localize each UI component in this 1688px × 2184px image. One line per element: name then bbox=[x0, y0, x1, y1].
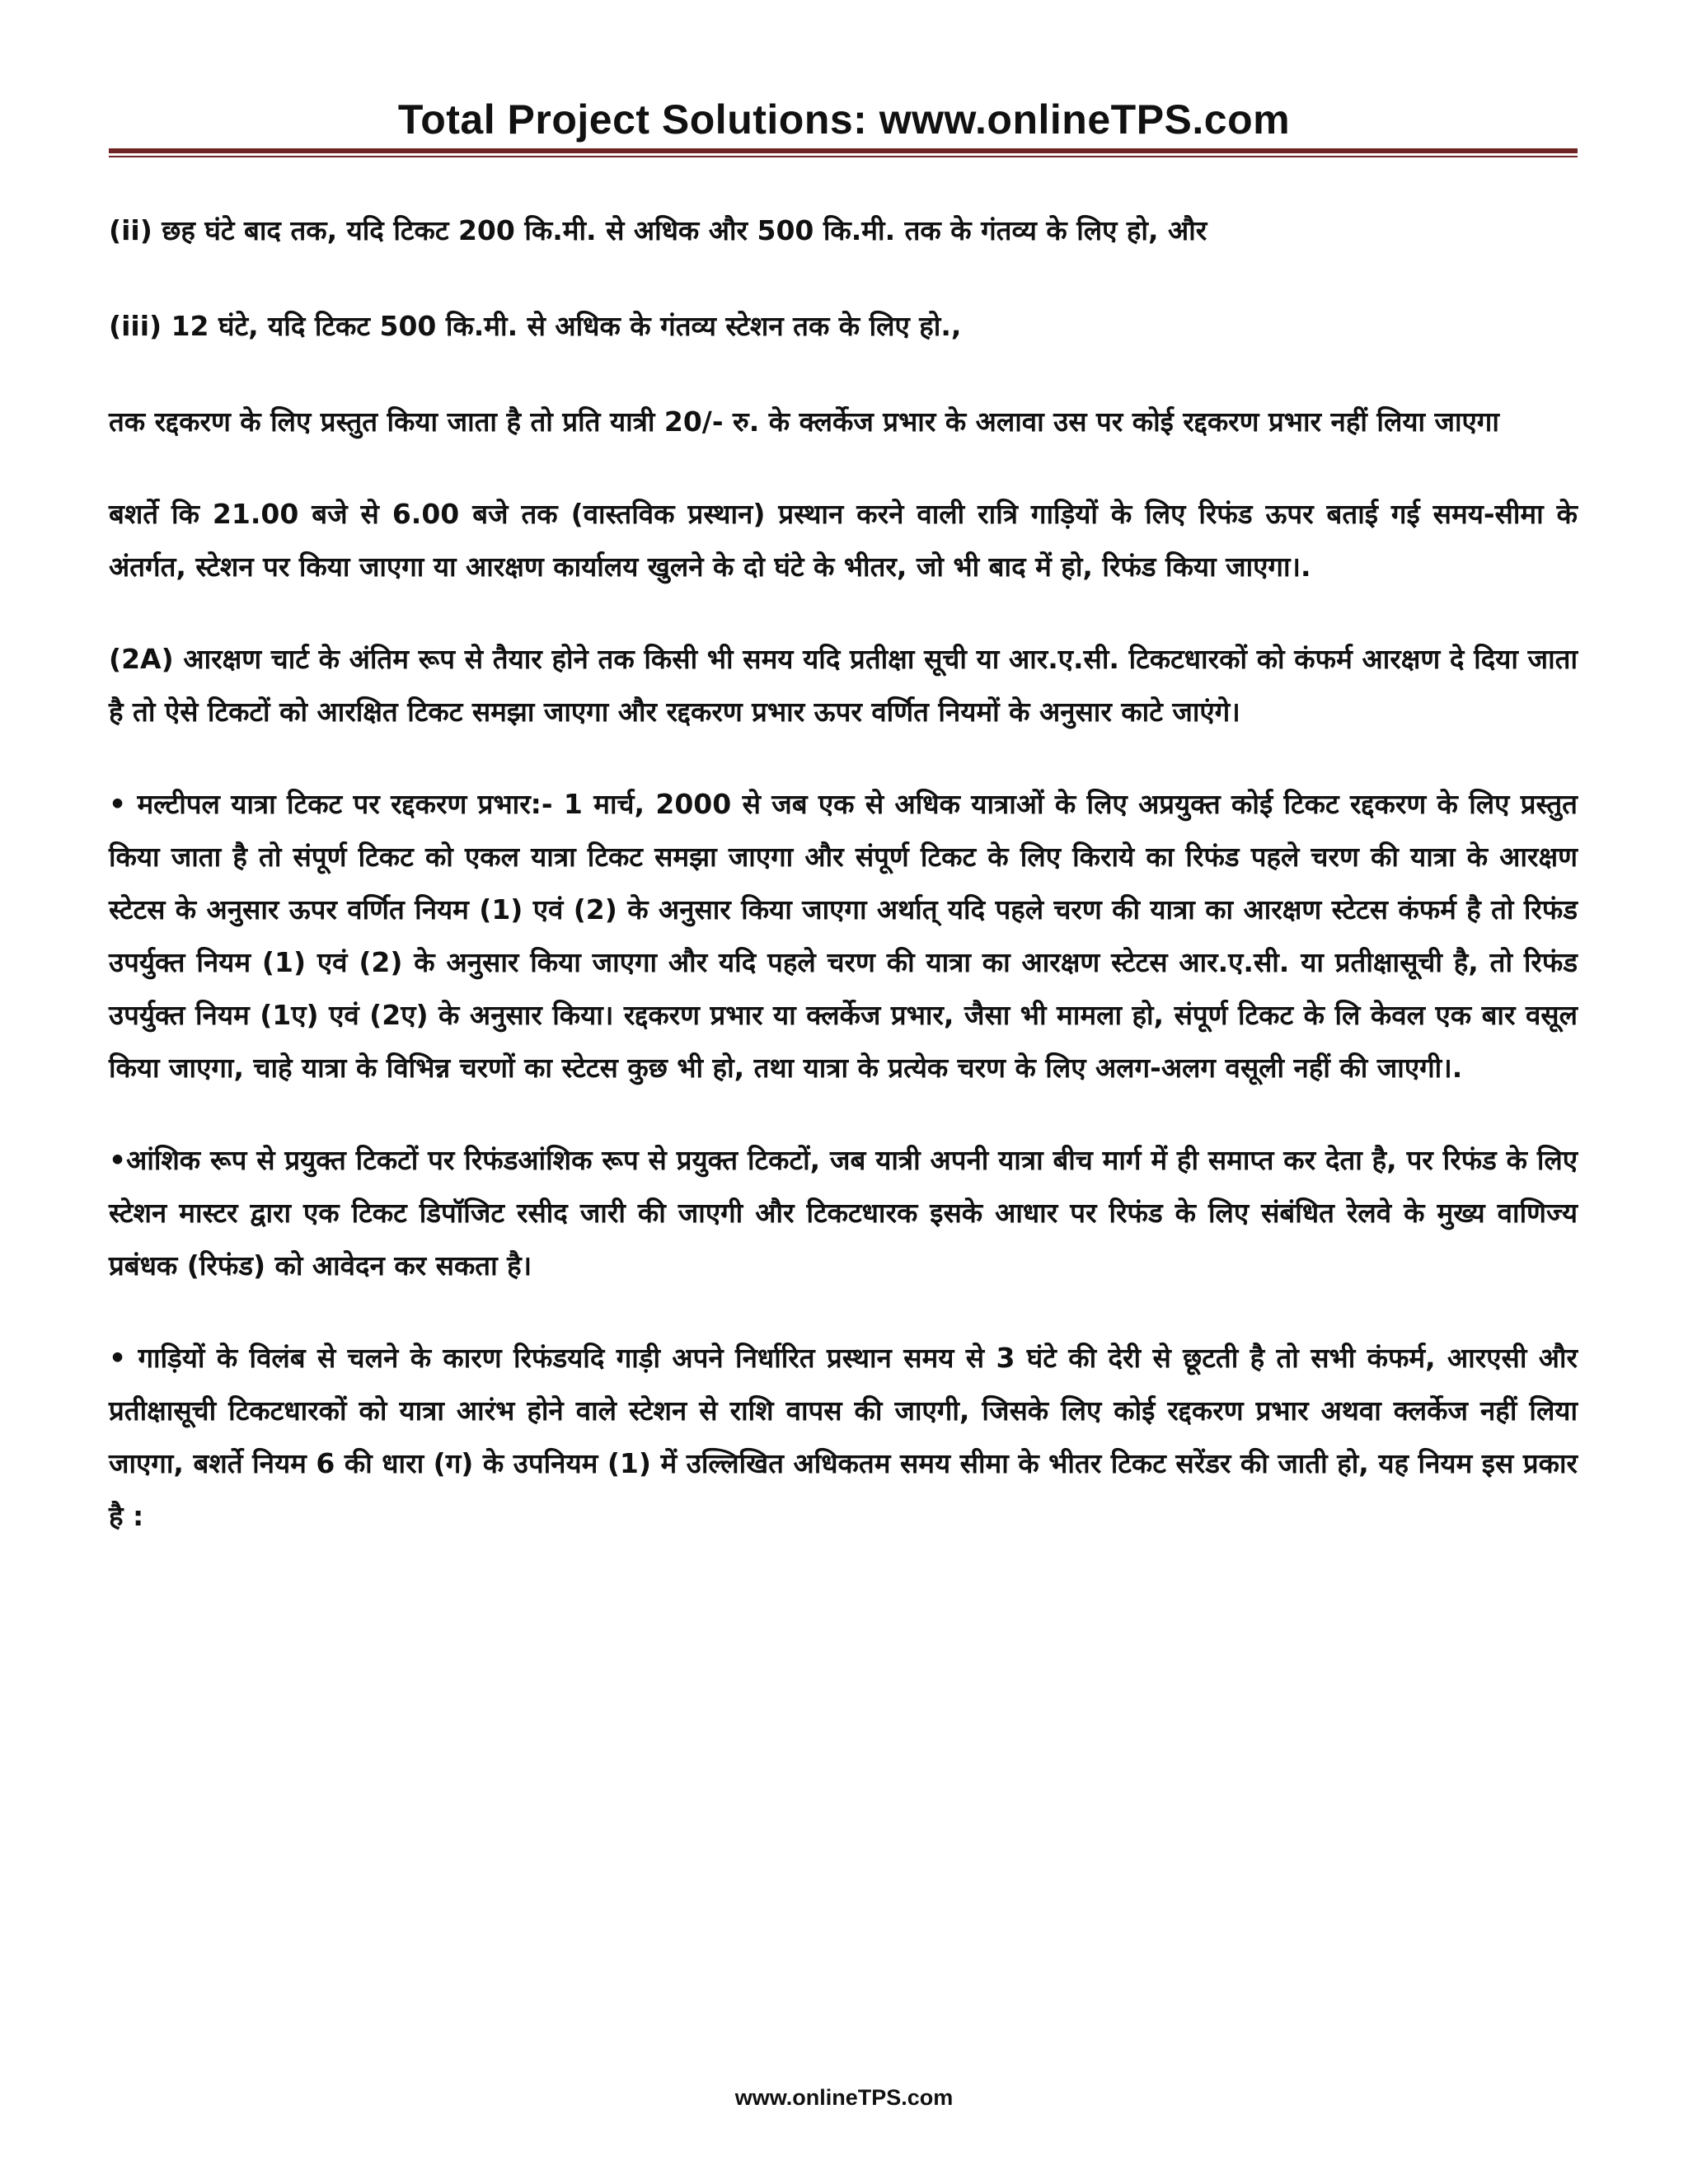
paragraph-multiple-journey-ticket: • मल्टीपल यात्रा टिकट पर रद्दकरण प्रभार:- 1 मार्च, 2000 से जब एक से अधिक यात्राओं के लिए अप्रयुक्त कोई टिकट रद्दकरण के लिए प्रस्तुत किया जाता है तो संपूर्ण टिकट को एकल यात्रा टिकट समझा जाएगा और संपूर्ण टिकट के लिए किराये का रिफंड पहले चरण की यात्रा के आरक्षण स्टेटस के अनुसार ऊपर वर्णित नियम (1) एवं (2) के अनुसार किया जाएगा अर्थात् यदि पहले चरण की यात्रा का आरक्षण स्टेटस कंफर्म है तो रिफंड उपर्युक्त नियम (1) एवं (2) के अनुसार किया जाएगा और यदि पहले चरण की यात्रा का आरक्षण स्टेटस आर.ए.सी. या प्रतीक्षासूची है, तो रिफंड उपर्युक्त नियम (1ए) एवं (2ए) के अनुसार किया। रद्दकरण प्रभार या क्लर्केज प्रभार, जैसा भी मामला हो, संपूर्ण टिकट के लि केवल एक बार वसूल किया जाएगा, चाहे यात्रा के विभिन्न चरणों का स्टेटस कुछ भी हो, तथा यात्रा के प्रत्येक चरण के लिए अलग-अलग वसूली नहीं की जाएगी।. bbox=[109, 788, 1578, 1084]
document-body bbox=[109, 204, 1578, 1582]
paragraph-rule-2a: (2A) आरक्षण चार्ट के अंतिम रूप से तैयार होने तक किसी भी समय यदि प्रतीक्षा सूची या आर.ए.सी. टिकटधारकों को कंफर्म आरक्षण दे दिया जाता है तो ऐसे टिकटों को आरक्षित टिकट समझा जाएगा और रद्दकरण प्रभार ऊपर वर्णित नियमों के अनुसार काटे जाएंगे। bbox=[109, 643, 1578, 728]
paragraph-rule-ii: (ii) छह घंटे बाद तक, यदि टिकट 200 कि.मी. से अधिक और 500 कि.मी. तक के गंतव्य के लिए हो, और bbox=[109, 214, 1207, 246]
paragraph-partially-used-tickets: •आंशिक रूप से प्रयुक्त टिकटों पर रिफंडआंशिक रूप से प्रयुक्त टिकटों, जब यात्री अपनी यात्रा बीच मार्ग में ही समाप्त कर देता है, पर रिफंड के लिए स्टेशन मास्टर द्वारा एक टिकट डिपॉजिट रसीद जारी की जाएगी और टिकटधारक इसके आधार पर रिफंड के लिए संबंधित रेलवे के मुख्य वाणिज्य प्रबंधक (रिफंड) को आवेदन कर सकता है। bbox=[109, 1144, 1578, 1282]
header-divider-thin-line bbox=[109, 156, 1578, 157]
paragraph-night-trains-proviso: बशर्ते कि 21.00 बजे से 6.00 बजे तक (वास्तविक प्रस्थान) प्रस्थान करने वाली रात्रि गाड़ियों के लिए रिफंड ऊपर बताई गई समय-सीमा के अंतर्गत, स्टेशन पर किया जाएगा या आरक्षण कार्यालय खुलने के दो घंटे के भीतर, जो भी बाद में हो, रिफंड किया जाएगा।. bbox=[109, 498, 1578, 583]
paragraph-late-running-trains: • गाड़ियों के विलंब से चलने के कारण रिफंडयदि गाड़ी अपने निर्धारित प्रस्थान समय से 3 घंटे की देरी से छूटती है तो सभी कंफर्म, आरएसी और प्रतीक्षासूची टिकटधारकों को यात्रा आरंभ होने वाले स्टेशन से राशि वापस की जाएगी, जिसके लिए कोई रद्दकरण प्रभार अथवा क्लर्केज नहीं लिया जाएगा, बशर्ते नियम 6 की धारा (ग) के उपनियम (1) में उल्लिखित अधिकतम समय सीमा के भीतर टिकट सरेंडर की जाती हो, यह नियम इस प्रकार है : bbox=[109, 1342, 1578, 1532]
page-header-title: Total Project Solutions: www.onlineTPS.com bbox=[397, 96, 1291, 143]
paragraph-rule-iii: (iii) 12 घंटे, यदि टिकट 500 कि.मी. से अधिक के गंतव्य स्टेशन तक के लिए हो., bbox=[109, 310, 962, 342]
page-footer: www.onlineTPS.com bbox=[734, 2085, 954, 2110]
paragraph-clerkage-charge: तक रद्दकरण के लिए प्रस्तुत किया जाता है तो प्रति यात्री 20/- रु. के क्लर्केज प्रभार के अलावा उस पर कोई रद्दकरण प्रभार नहीं लिया जाएगा bbox=[109, 405, 1499, 438]
